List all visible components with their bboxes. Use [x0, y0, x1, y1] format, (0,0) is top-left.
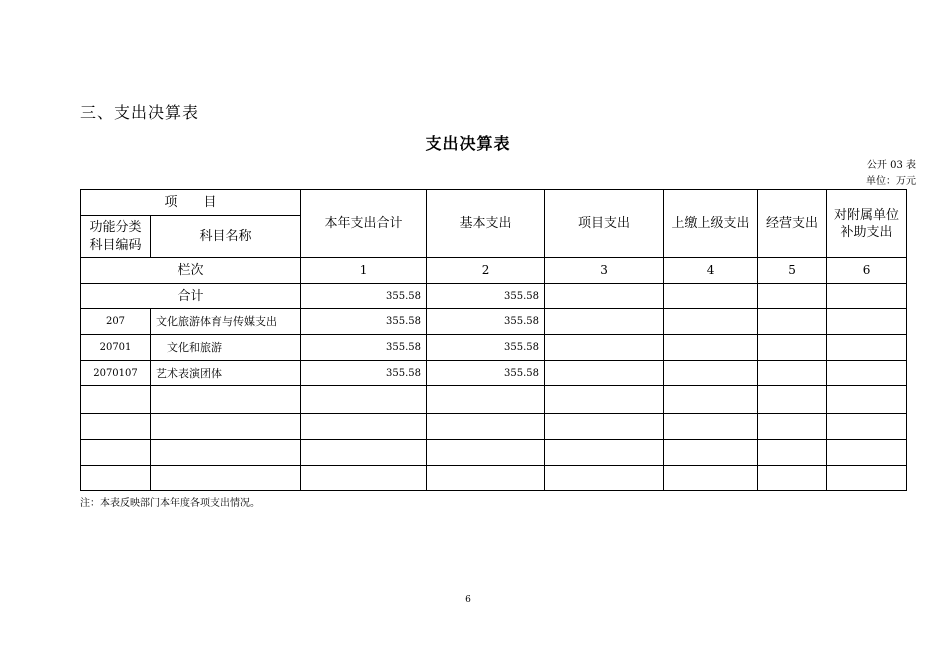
table-cell — [827, 440, 907, 466]
table-cell — [301, 414, 427, 440]
table-cell — [664, 386, 758, 414]
total-label: 合计 — [81, 284, 301, 309]
page-number: 6 — [465, 595, 471, 605]
table-cell: 355.58 — [427, 309, 545, 335]
total-cell: 355.58 — [427, 284, 545, 309]
table-cell — [545, 361, 664, 386]
subject-name — [151, 466, 301, 491]
table-cell — [301, 466, 427, 491]
total-cell — [664, 284, 758, 309]
table-cell — [758, 414, 827, 440]
header-col-total: 本年支出合计 — [301, 190, 427, 258]
subject-code: 207 — [81, 309, 151, 335]
table-cell — [427, 466, 545, 491]
expenditure-table — [80, 189, 907, 491]
header-name-col: 科目名称 — [151, 216, 301, 258]
table-cell — [545, 386, 664, 414]
header-col-remit: 上缴上级支出 — [664, 190, 758, 258]
table-cell — [427, 414, 545, 440]
column-index: 3 — [545, 258, 664, 284]
table-cell — [758, 386, 827, 414]
header-item: 项 目 — [81, 190, 301, 216]
table-note: 注：本表反映部门本年度各项支出情况。 — [80, 498, 260, 509]
table-cell — [545, 440, 664, 466]
table-cell: 355.58 — [301, 361, 427, 386]
subject-code — [81, 440, 151, 466]
table-cell — [827, 466, 907, 491]
table-cell — [427, 386, 545, 414]
table-cell — [827, 414, 907, 440]
total-cell — [545, 284, 664, 309]
table-title: 支出决算表 — [425, 134, 511, 153]
unit-label: 单位：万元 — [866, 176, 916, 187]
table-cell — [301, 386, 427, 414]
header-col-subsidy: 对附属单位补助支出 — [827, 190, 907, 258]
column-index: 2 — [427, 258, 545, 284]
subject-name: 艺术表演团体 — [151, 361, 301, 386]
subject-code — [81, 414, 151, 440]
subject-code — [81, 466, 151, 491]
table-cell — [758, 335, 827, 361]
table-cell — [758, 309, 827, 335]
subject-name: 文化和旅游 — [151, 335, 301, 361]
table-cell — [664, 361, 758, 386]
table-row — [81, 414, 907, 440]
table-cell: 355.58 — [301, 335, 427, 361]
header-col-business: 经营支出 — [758, 190, 827, 258]
table-row — [81, 335, 907, 361]
subject-code — [81, 386, 151, 414]
table-cell — [758, 466, 827, 491]
subject-code: 2070107 — [81, 361, 151, 386]
table-row — [81, 361, 907, 386]
table-cell — [664, 466, 758, 491]
table-cell — [545, 414, 664, 440]
total-cell — [827, 284, 907, 309]
table-cell — [827, 361, 907, 386]
table-cell: 355.58 — [301, 309, 427, 335]
table-cell — [827, 309, 907, 335]
subject-name — [151, 386, 301, 414]
table-cell — [827, 386, 907, 414]
subject-name — [151, 440, 301, 466]
header-code-col: 功能分类 科目编码 — [81, 216, 151, 258]
table-cell — [758, 361, 827, 386]
table-row — [81, 386, 907, 414]
table-row — [81, 440, 907, 466]
table-cell — [664, 414, 758, 440]
section-heading: 三、支出决算表 — [80, 103, 200, 122]
subject-name: 文化旅游体育与传媒支出 — [151, 309, 301, 335]
table-cell — [427, 440, 545, 466]
table-cell — [758, 440, 827, 466]
table-row-total — [81, 284, 907, 309]
total-cell: 355.58 — [301, 284, 427, 309]
total-cell — [758, 284, 827, 309]
header-col-project: 项目支出 — [545, 190, 664, 258]
table-cell — [301, 440, 427, 466]
column-index-label: 栏次 — [81, 258, 301, 284]
table-cell — [545, 466, 664, 491]
table-cell — [545, 309, 664, 335]
table-cell — [664, 440, 758, 466]
subject-name — [151, 414, 301, 440]
table-cell — [545, 335, 664, 361]
column-index: 6 — [827, 258, 907, 284]
table-cell — [664, 309, 758, 335]
column-index: 5 — [758, 258, 827, 284]
form-code: 公开 03 表 — [866, 160, 916, 171]
header-col-basic: 基本支出 — [427, 190, 545, 258]
table-row — [81, 466, 907, 491]
table-cell: 355.58 — [427, 361, 545, 386]
table-row — [81, 309, 907, 335]
column-index: 1 — [301, 258, 427, 284]
subject-code: 20701 — [81, 335, 151, 361]
table-cell — [827, 335, 907, 361]
column-index: 4 — [664, 258, 758, 284]
table-cell — [664, 335, 758, 361]
table-cell: 355.58 — [427, 335, 545, 361]
